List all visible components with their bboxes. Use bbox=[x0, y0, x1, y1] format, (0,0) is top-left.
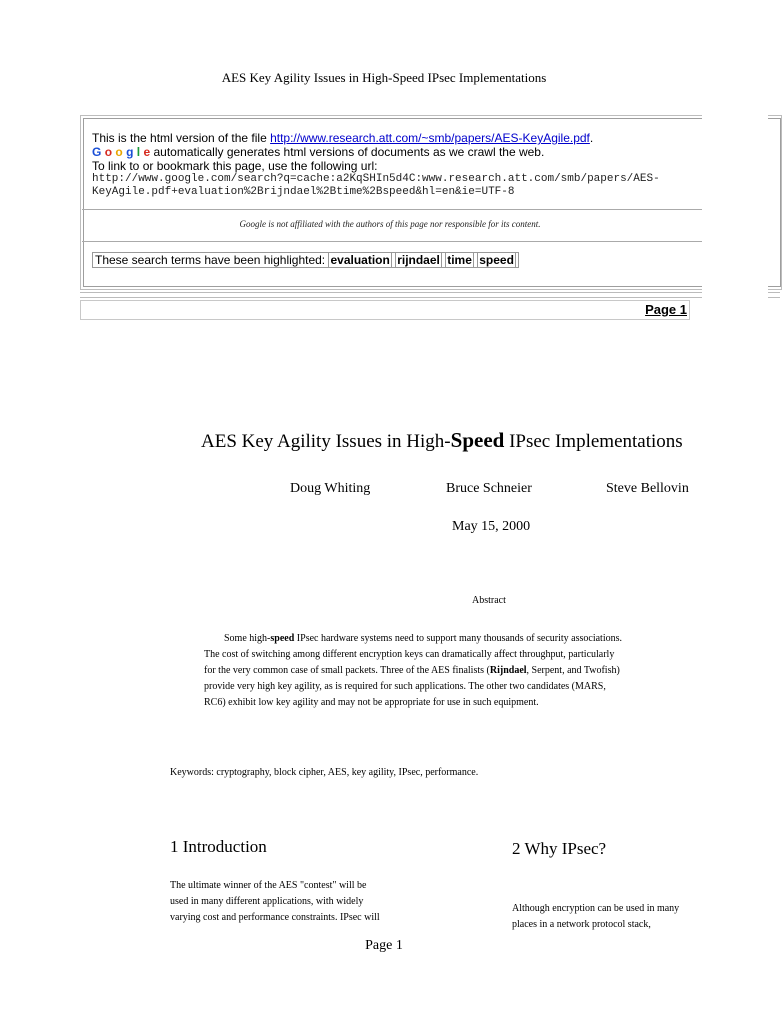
highlighted-terms-row: These search terms have been highlighted: evaluation rijndael time speed bbox=[92, 252, 519, 268]
abstract-body: Some high-speed IPsec hardware systems need to support many thousands of security associations. The cost of switching among different encryption keys can dramatically affect throughput, particularly for the very common case of small packets. Three of the AES finalists (Rijndael, Serpent, and Twofish) provide very high key agility, as is required for such applications. The other two candidates (MARS, RC6) exhibit low key agility and may not be appropriate for use in such equipment. bbox=[204, 633, 623, 708]
cache-source-line: This is the html version of the file http://www.research.att.com/~smb/papers/AES-KeyAgile.pdf. bbox=[92, 131, 594, 145]
horizontal-rule bbox=[80, 292, 780, 298]
banner-divider bbox=[82, 241, 702, 242]
highlight-term: speed bbox=[479, 253, 514, 267]
highlight-term: rijndael bbox=[397, 253, 440, 267]
google-notice-line: G o o g l e automatically generates html versions of documents as we crawl the web. bbox=[92, 145, 545, 159]
google-disclaimer: Google is not affiliated with the authors of this page nor responsible for its content. bbox=[239, 219, 541, 229]
viewport-clip bbox=[702, 0, 768, 1024]
source-pdf-link[interactable]: http://www.research.att.com/~smb/papers/AES-KeyAgile.pdf bbox=[270, 131, 590, 145]
author-name: Doug Whiting bbox=[290, 481, 371, 496]
abstract-heading: Abstract bbox=[472, 595, 506, 606]
page-marker-bar bbox=[80, 300, 690, 320]
introduction-text: The ultimate winner of the AES "contest" will be used in many different applications, with widely varying cost and performance constraints. IPsec will bbox=[170, 880, 380, 923]
page-1-anchor[interactable]: Page 1 bbox=[645, 302, 687, 317]
highlight-term: evaluation bbox=[330, 253, 390, 267]
document-title: AES Key Agility Issues in High-Speed IPsec Implementations bbox=[221, 70, 547, 85]
publication-date: May 15, 2000 bbox=[452, 519, 531, 534]
paper-title: AES Key Agility Issues in High-Speed IPsec Implementations bbox=[201, 428, 683, 452]
page-footer-number: Page 1 bbox=[365, 938, 403, 953]
cache-url-line-1[interactable]: http://www.google.com/search?q=cache:a2KqSHIn5d4C:www.research.att.com/smb/papers/AES- bbox=[92, 173, 660, 185]
banner-divider bbox=[82, 209, 702, 210]
section-heading-why-ipsec: 2 Why IPsec? bbox=[512, 839, 607, 858]
highlight-term: time bbox=[447, 253, 472, 267]
author-name: Bruce Schneier bbox=[446, 481, 532, 496]
keywords-line: Keywords: cryptography, block cipher, AES, key agility, IPsec, performance. bbox=[170, 767, 479, 778]
bookmark-instruction: To link to or bookmark this page, use the following url: bbox=[92, 159, 378, 173]
why-ipsec-text: Although encryption can be used in many places in a network protocol stack, bbox=[512, 903, 680, 930]
author-name: Steve Bellovin bbox=[606, 481, 689, 496]
google-logo: G o o g l e bbox=[92, 145, 151, 159]
section-heading-introduction: 1 Introduction bbox=[170, 837, 267, 856]
cache-url-line-2[interactable]: KeyAgile.pdf+evaluation%2Brijndael%2Btime%2Bspeed&hl=en&ie=UTF-8 bbox=[92, 186, 515, 198]
